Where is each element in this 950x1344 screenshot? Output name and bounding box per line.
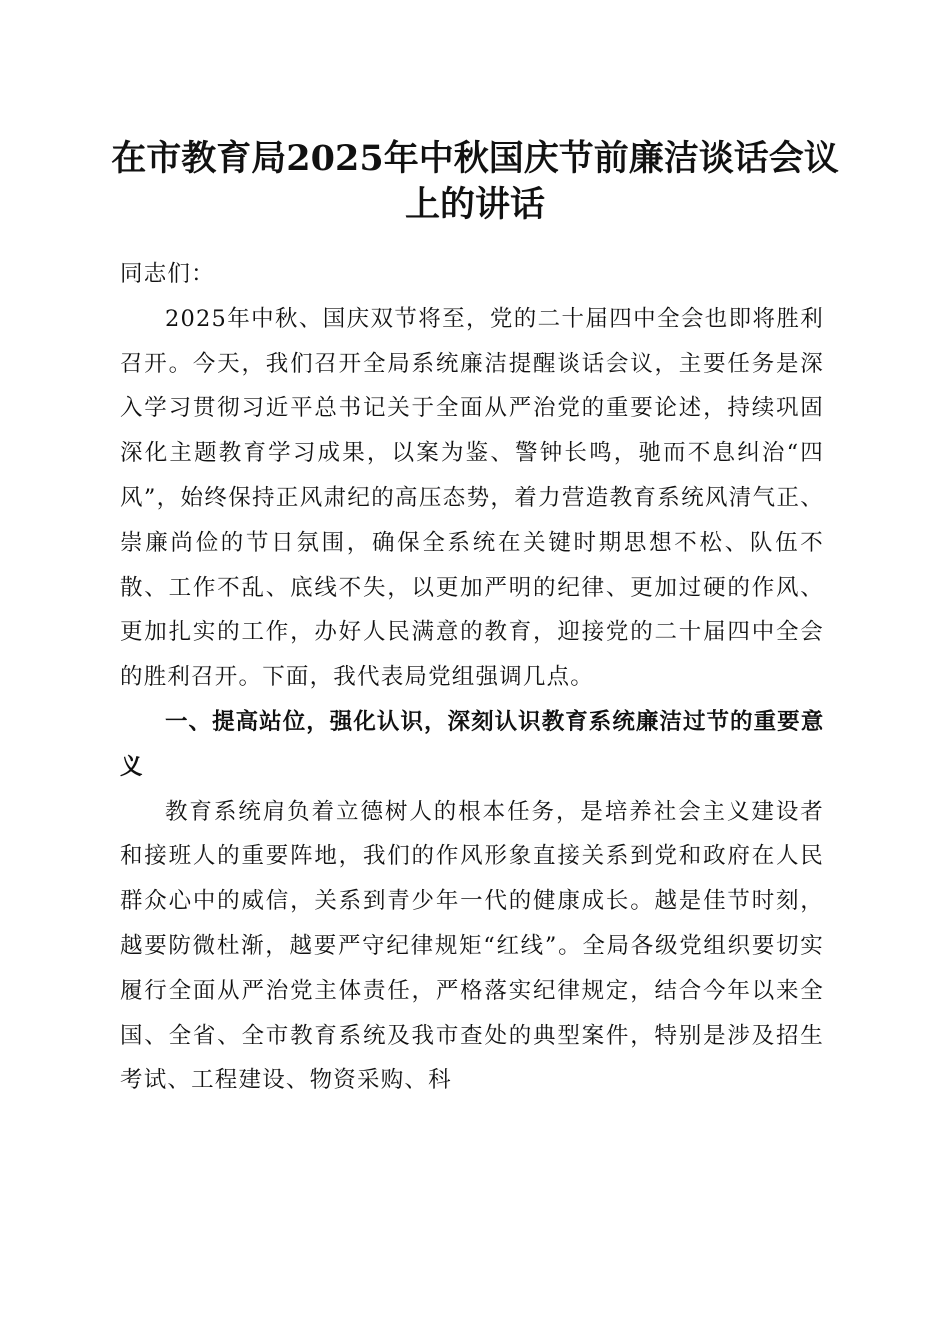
paragraph-intro: 2025年中秋、国庆双节将至，党的二十届四中全会也即将胜利召开。今天，我们召开全局系统廉洁提醒谈话会议，主要任务是深入学习贯彻习近平总书记关于全面从严治党的重要论述，持续巩固深化主题教育学习成果，以案为鉴、警钟长鸣，驰而不息纠治“四风”，始终保持正风肃纪的高压态势，着力营造教育系统风清气正、崇廉尚俭的节日氛围，确保全系统在关键时期思想不松、队伍不散、工作不乱、底线不失，以更加严明的纪律、更加过硬的作风、更加扎实的工作，办好人民满意的教育，迎接党的二十届四中全会的胜利召开。下面，我代表局党组强调几点。 [120, 305, 824, 691]
document-body [120, 252, 824, 1103]
paragraph-section-1: 教育系统肩负着立德树人的根本任务，是培养社会主义建设者和接班人的重要阵地，我们的作风形象直接关系到党和政府在人民群众心中的威信，关系到青少年一代的健康成长。越是佳节时刻，越要防微杜渐，越要严守纪律规矩“红线”。全局各级党组织要切实履行全面从严治党主体责任，严格落实纪律规定，结合今年以来全国、全省、全市教育系统及我市查处的典型案件，特别是涉及招生考试、工程建设、物资采购、科 [120, 798, 824, 1094]
salutation: 同志们： [120, 261, 215, 287]
section-heading-1: 一、提高站位，强化认识，深刻认识教育系统廉洁过节的重要意义 [120, 708, 824, 780]
document-title: 在市教育局2025年中秋国庆节前廉洁谈话会议上的讲话 [111, 138, 839, 225]
